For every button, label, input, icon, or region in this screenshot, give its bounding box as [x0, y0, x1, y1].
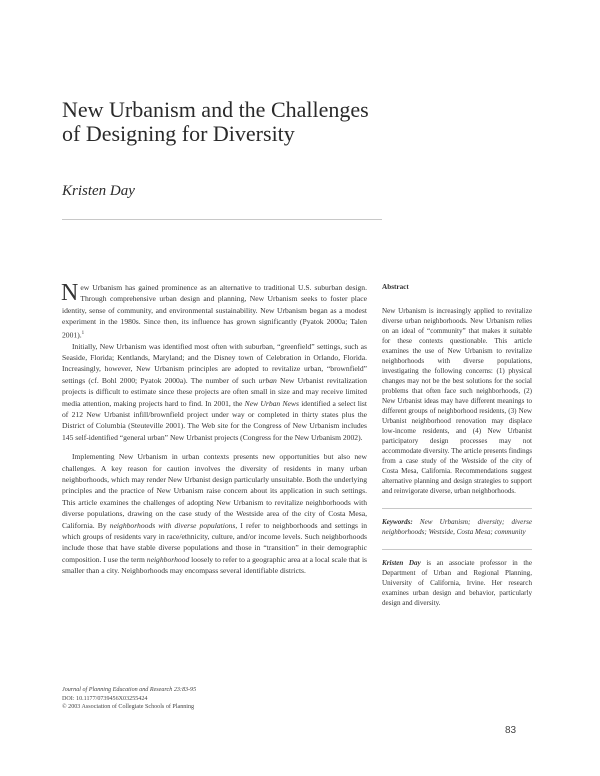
paragraph-2-emphasis-2: New Urban News: [244, 398, 299, 408]
sidebar: [382, 282, 532, 608]
paragraph-1-text: ew Urbanism has gained prominence as an alternative to traditional U.S. suburban design. Through comprehensive urban design and planning, New Urbanism seeks to foster place identity, sense of community, and environmental sustainability. New Urbanism began as a modest experiment in the 1980s. Since then, its influence has grown significantly (Pyatok 2000a; Talen 2001).: [62, 283, 367, 340]
paragraph-2-text-a: Initially, New Urbanism was identified most often with suburban, “greenfield” settings, such as Seaside, Florida; Kentlands, Maryland; and the Disney town of Celebration in Orlando, Florida. Increasingly, however, New Urbanism principles are adopted to revitalize urban, “brownfield” settings (cf. Bohl 2000; Pyatok 2000a). The number of such: [62, 341, 367, 385]
title-divider: [62, 219, 382, 220]
paragraph-3: [62, 451, 367, 576]
bio-name: Kristen Day: [382, 559, 421, 567]
bio-text: is an associate professor in the Department of Urban and Regional Planning, University of California, Irvine. Her research examines urban design and behavior, particularly design and diversity.: [382, 559, 532, 607]
copyright-line: © 2003 Association of Collegiate Schools of Planning: [62, 704, 195, 711]
journal-footer: [62, 686, 382, 712]
keywords-list: New Urbanism; diversity; diverse neighborhoods; Westside, Costa Mesa; community: [382, 518, 532, 536]
paragraph-3-text-b: , I refer to neighborhoods and settings in which groups of residents vary in race/ethnicity, culture, and/or income levels. Such neighborhoods include those that have stable diverse populations and those in “transition” in their demographic composition. I use the term: [62, 520, 368, 564]
paragraph-3-emphasis-1: neighborhoods with diverse populations: [109, 520, 236, 530]
journal-citation: Journal of Planning Education and Research 23:83-95: [62, 687, 197, 693]
paragraph-3-text-c: loosely to refer to a geographic area at a local scale that is smaller than a city. Neighborhoods may encompass several identifiable districts.: [62, 554, 368, 576]
footnote-marker[interactable]: 1: [81, 330, 85, 336]
paragraph-1: [62, 282, 367, 341]
abstract-heading: Abstract: [382, 283, 409, 291]
paragraph-2-text-c: identified a select list of 212 New Urbanist infill/brownfield project under way or completed in thirty states plus the District of Columbia (Steuteville 2001). The Web site for the Congress of New Urbanism includes 145 self-identified “general urban” New Urbanist projects (Congress for the New Urbanism 2002).: [62, 398, 368, 442]
page-number: 83: [505, 725, 517, 736]
paragraph-2-emphasis-1: urban: [258, 375, 277, 385]
sidebar-divider-1: [382, 508, 532, 509]
author-name: Kristen Day: [62, 183, 135, 199]
keywords-label: Keywords:: [382, 518, 413, 526]
paragraph-2: [62, 341, 367, 444]
article-title-line-2: of Designing for Diversity: [62, 121, 295, 146]
abstract-text: New Urbanism is increasingly applied to revitalize diverse urban neighborhoods. New Urbanism relies on an ideal of “community” that makes it suitable for these contexts questionable. This article examines the use of New Urbanism to revitalize neighborhoods with diverse populations, investigating the following concerns: (1) physical changes may not be the best solutions for the social problems that often face such neighborhoods, (2) New Urbanist ideas may have different meanings to different groups of neighborhood residents, (3) New Urbanist neighborhood renovation may displace low-income residents, and (4) New Urbanist participatory design processes may not accommodate diversity. The article presents findings from a case study of the Westside of the city of Costa Mesa, California. Recommendations suggest alternative planning and design strategies to support and reinvigorate diverse, urban neighborhoods.: [382, 307, 532, 495]
article-title: [62, 98, 402, 146]
main-body-text: [62, 282, 367, 577]
paragraph-3-emphasis-2: neighborhood: [146, 554, 190, 564]
paragraph-2-text-b: New Urbanist revitalization projects is difficult to estimate since these projects are often small in size and may receive limited media attention, making projects hard to find. In 2001, the: [62, 375, 367, 408]
doi-line[interactable]: DOI: 10.1177/0739456X03255424: [62, 695, 148, 702]
author-bio: [382, 558, 532, 608]
drop-cap: N: [61, 280, 79, 306]
keywords-block: [382, 517, 532, 537]
sidebar-divider-2: [382, 549, 532, 550]
paragraph-3-text-a: Implementing New Urbanism in urban contexts presents new opportunities but also new challenges. A key reason for caution involves the diversity of residents in many urban neighborhoods, which may render New Urbanist design particularly unsuitable. Both the underlying principles and the practice of New Urbanism raise concern about its application in such settings. This article examines the challenges of adopting New Urbanism to revitalize neighborhoods with diverse populations, drawing on the case study of the Westside area of the city of Costa Mesa, California. By: [62, 452, 367, 530]
article-title-line-1: New Urbanism and the Challenges: [62, 97, 369, 122]
